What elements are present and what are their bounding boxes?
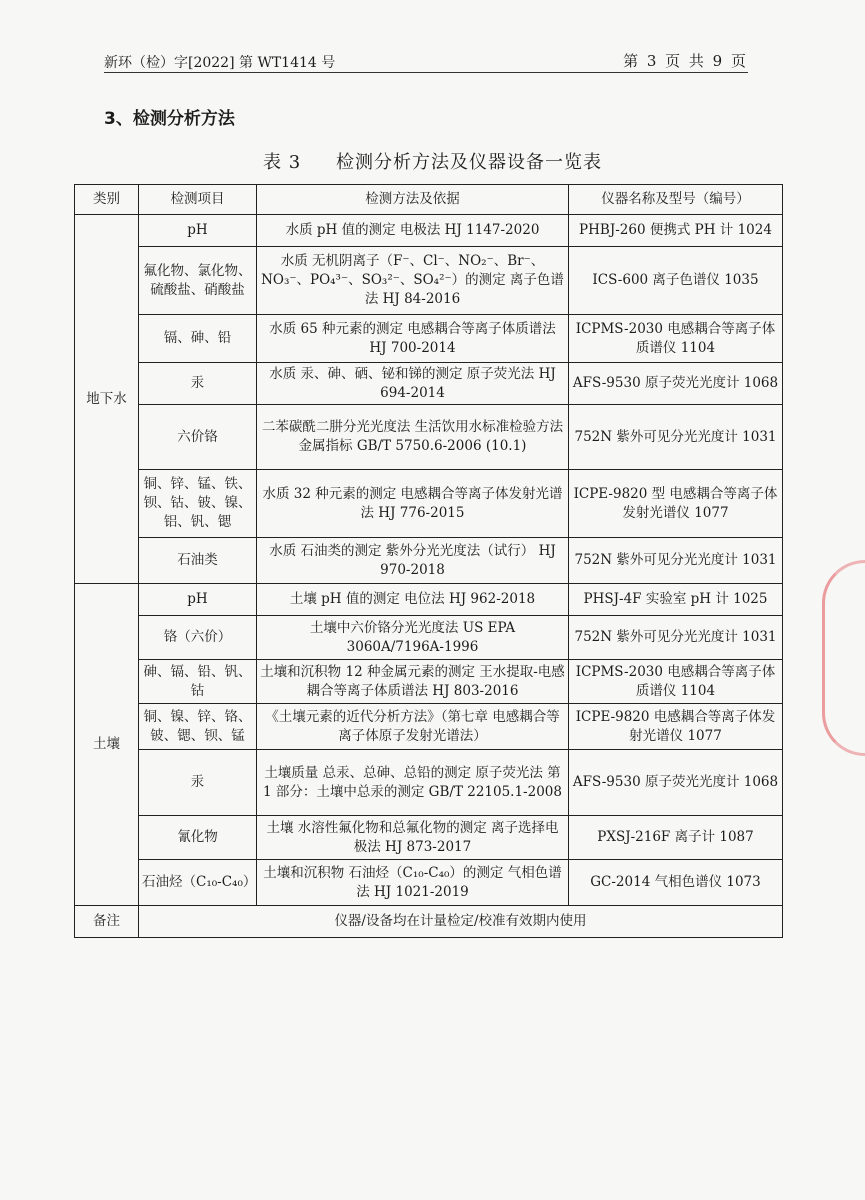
method-cell: 水质 无机阴离子（F⁻、Cl⁻、NO₂⁻、Br⁻、NO₃⁻、PO₄³⁻、SO₃²⁻、SO₄²⁻）的测定 离子色谱法 HJ 84-2016 <box>257 247 569 315</box>
table-row <box>75 247 783 315</box>
header-instrument: 仪器名称及型号（编号） <box>569 185 783 215</box>
method-cell: 土壤 pH 值的测定 电位法 HJ 962-2018 <box>257 584 569 616</box>
method-cell: 水质 pH 值的测定 电极法 HJ 1147-2020 <box>257 215 569 247</box>
method-cell: 土壤和沉积物 石油烃（C₁₀-C₄₀）的测定 气相色谱法 HJ 1021-2019 <box>257 860 569 906</box>
table-row <box>75 315 783 363</box>
table-row <box>75 616 783 660</box>
item-cell: 砷、镉、铅、钒、钴 <box>139 660 257 704</box>
table-row <box>75 538 783 584</box>
instrument-cell: ICPMS-2030 电感耦合等离子体质谱仪 1104 <box>569 315 783 363</box>
method-cell: 水质 石油类的测定 紫外分光光度法（试行） HJ 970-2018 <box>257 538 569 584</box>
remarks-text: 仪器/设备均在计量检定/校准有效期内使用 <box>139 906 783 938</box>
method-cell: 水质 32 种元素的测定 电感耦合等离子体发射光谱法 HJ 776-2015 <box>257 470 569 538</box>
item-cell: 六价铬 <box>139 405 257 470</box>
item-cell: 铬（六价） <box>139 616 257 660</box>
instrument-cell: AFS-9530 原子荧光光度计 1068 <box>569 363 783 405</box>
method-cell: 土壤中六价铬分光光度法 US EPA 3060A/7196A-1996 <box>257 616 569 660</box>
page-header <box>104 50 748 73</box>
remarks-label: 备注 <box>75 906 139 938</box>
table-number: 表 3 <box>263 152 302 173</box>
document-number: 新环（检）字[2022] 第 WT1414 号 <box>104 55 336 71</box>
method-cell: 土壤和沉积物 12 种金属元素的测定 王水提取-电感耦合等离子体质谱法 HJ 803-2016 <box>257 660 569 704</box>
item-cell: pH <box>139 584 257 616</box>
instrument-cell: ICPE-9820 电感耦合等离子体发射光谱仪 1077 <box>569 704 783 750</box>
table-row <box>75 470 783 538</box>
page-indicator: 第 3 页 共 9 页 <box>623 52 748 70</box>
method-cell: 水质 65 种元素的测定 电感耦合等离子体质谱法 HJ 700-2014 <box>257 315 569 363</box>
instrument-cell: 752N 紫外可见分光光度计 1031 <box>569 405 783 470</box>
category-cell-groundwater: 地下水 <box>75 215 139 584</box>
instrument-cell: PXSJ-216F 离子计 1087 <box>569 816 783 860</box>
item-cell: 汞 <box>139 750 257 816</box>
table-row <box>75 750 783 816</box>
method-cell: 土壤质量 总汞、总砷、总铅的测定 原子荧光法 第 1 部分：土壤中总汞的测定 GB/T 22105.1-2008 <box>257 750 569 816</box>
item-cell: 氰化物 <box>139 816 257 860</box>
item-cell: 石油类 <box>139 538 257 584</box>
method-cell: 二苯碳酰二肼分光光度法 生活饮用水标准检验方法 金属指标 GB/T 5750.6-2006 (10.1) <box>257 405 569 470</box>
method-cell: 土壤 水溶性氟化物和总氟化物的测定 离子选择电极法 HJ 873-2017 <box>257 816 569 860</box>
instrument-cell: AFS-9530 原子荧光光度计 1068 <box>569 750 783 816</box>
table-row <box>75 704 783 750</box>
item-cell: 石油烃（C₁₀-C₄₀） <box>139 860 257 906</box>
table-title <box>0 148 865 174</box>
method-cell: 水质 汞、砷、硒、铋和锑的测定 原子荧光法 HJ 694-2014 <box>257 363 569 405</box>
table-row <box>75 215 783 247</box>
table-row <box>75 860 783 906</box>
table-row <box>75 660 783 704</box>
instrument-cell: 752N 紫外可见分光光度计 1031 <box>569 538 783 584</box>
method-cell: 《土壤元素的近代分析方法》（第七章 电感耦合等离子体原子发射光谱法） <box>257 704 569 750</box>
header-method: 检测方法及依据 <box>257 185 569 215</box>
header-item: 检测项目 <box>139 185 257 215</box>
table-row <box>75 405 783 470</box>
instrument-cell: ICPMS-2030 电感耦合等离子体质谱仪 1104 <box>569 660 783 704</box>
item-cell: 铜、锌、锰、铁、钡、钴、铍、镍、铝、钒、锶 <box>139 470 257 538</box>
remarks-row <box>75 906 783 938</box>
instrument-cell: PHSJ-4F 实验室 pH 计 1025 <box>569 584 783 616</box>
item-cell: 汞 <box>139 363 257 405</box>
instrument-cell: PHBJ-260 便携式 PH 计 1024 <box>569 215 783 247</box>
table-row <box>75 584 783 616</box>
red-seal-stamp <box>822 560 865 756</box>
table-row <box>75 816 783 860</box>
item-cell: 氟化物、氯化物、硫酸盐、硝酸盐 <box>139 247 257 315</box>
methods-table <box>74 184 783 938</box>
instrument-cell: ICS-600 离子色谱仪 1035 <box>569 247 783 315</box>
section-title: 3、检测分析方法 <box>104 109 235 129</box>
header-category: 类别 <box>75 185 139 215</box>
instrument-cell: ICPE-9820 型 电感耦合等离子体发射光谱仪 1077 <box>569 470 783 538</box>
item-cell: 铜、镍、锌、铬、铍、锶、钡、锰 <box>139 704 257 750</box>
category-cell-soil: 土壤 <box>75 584 139 906</box>
table-caption: 检测分析方法及仪器设备一览表 <box>335 152 602 173</box>
item-cell: pH <box>139 215 257 247</box>
instrument-cell: GC-2014 气相色谱仪 1073 <box>569 860 783 906</box>
item-cell: 镉、砷、铅 <box>139 315 257 363</box>
instrument-cell: 752N 紫外可见分光光度计 1031 <box>569 616 783 660</box>
table-header-row <box>75 185 783 215</box>
table-row <box>75 363 783 405</box>
